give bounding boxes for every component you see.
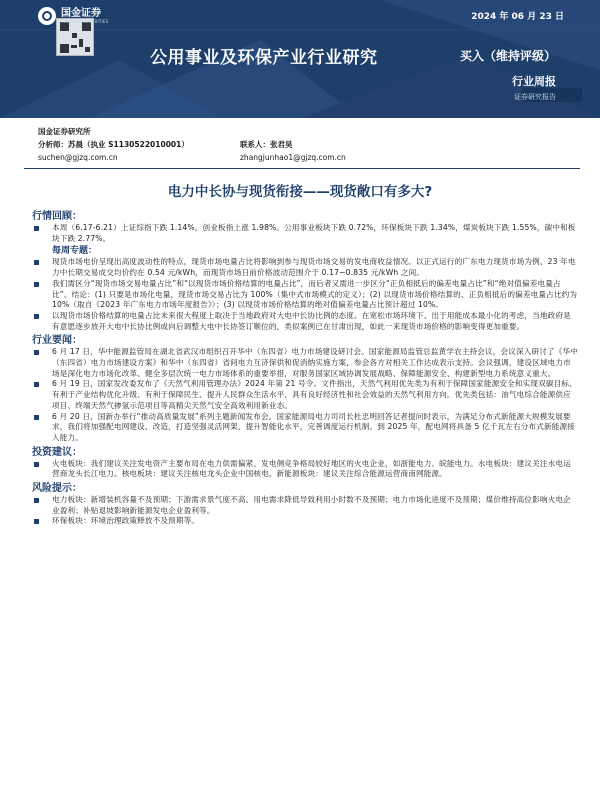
logo-english-name: SINOLINK SECURITIES (61, 19, 109, 24)
analyst-email[interactable]: suchen@gjzq.com.cn (38, 153, 118, 162)
analyst-label: 分析师： (38, 140, 68, 149)
section-heading-advice: 投资建议： (32, 446, 82, 458)
list-item: 现货市场电价呈现出高度波动性的特点，现货市场电量占比将影响到参与现货市场交易的发电商收益情况。以正式运行的广东电力现货市场为例，23 年电力中长期交易成交均价约在 0.54 元/kWh，而现货市场日前价格波动范围介于 0.17~0.835 元/kWh 之间。 (32, 257, 578, 278)
section-heading-news: 行业要闻： (32, 335, 82, 347)
bullet-icon (34, 498, 39, 503)
section-heading-risk: 风险提示： (32, 483, 82, 495)
list-item: 6 月 19 日，国家发改委发布了《天然气利用管理办法》2024 年第 21 号令。文件指出，天然气利用优先类为有利于保障国家能源安全和实现双碳目标、有利于产业结构优化升级、有利于保障民生、提升人民群众生活水平、具有良好经济性和社会效益的天然气利用方向。优先类包括：油气电综合能源供应项目、终端天然气掺氢示范项目等高精尖天然气安全高效利用新业态。 (32, 379, 578, 411)
bullet-icon (34, 314, 39, 319)
bullet-icon (34, 350, 39, 355)
contact-label: 联系人： (240, 140, 270, 149)
report-body (32, 208, 578, 527)
bullet-icon (34, 382, 39, 387)
bullet-icon (34, 519, 39, 524)
section-heading-review: 行情回顾： (32, 211, 82, 222)
bullet-icon (34, 415, 39, 420)
rating-badge: 买入（维持评级） (459, 49, 556, 63)
logo-icon (38, 7, 56, 25)
report-title: 电力中长协与现货衔接——现货敞口有多大? (167, 184, 433, 200)
bullet-icon (34, 226, 39, 231)
industry-title: 公用事业及环保产业行业研究 (150, 48, 378, 68)
list-item: 以现货市场价格结算的电量占比未来很大程度上取决于当地政府对大电中长协比例的态度。在宽松市场环境下、出于用能成本最小化的考虑，当地政府是有意愿逐步放开大电中长协比例或向后调整大电中长协签订顺位的，类似案例已在甘肃出现，如此一来现货市场价格的影响变得更加重要。 (32, 311, 578, 332)
list-item: 环保板块：环境治理政策释放不及预期等。 (32, 516, 578, 527)
header-banner (0, 0, 600, 118)
divider (24, 168, 580, 169)
company-logo (38, 7, 108, 25)
contact-email[interactable]: zhangjunhao1@gjzq.com.cn (240, 153, 346, 162)
report-date: 2024 年 06 月 23 日 (471, 12, 564, 22)
list-item: 6 月 17 日，华中能源监管局在湖北省武汉市组织召开华中（东四省）电力市场建设研讨会。国家能源局监管总监黄学农主持会议，会议深入研讨了《华中（东四省）电力市场建设方案》和华中（东四省）省间电力互济保供和促消纳实施方案，参会各方对相关工作达成表示支持。会议强调，建设区域电力市场是深化电力市场化改革、健全多层次统一电力市场体系的重要举措，对服务国家区域协调发展战略、保障能源安全、构建新型电力系统意义重大。 (32, 347, 578, 379)
contact-name: 张君昊 (270, 140, 293, 149)
logo-name: 国金证券 (61, 8, 101, 19)
bullet-icon (34, 462, 39, 467)
bullet-icon (34, 282, 39, 287)
list-item: 我们需区分“现货市场交易电量占比”和“以现货市场价格结算的电量占比”，而后者又需进一步区分“正负相抵后的偏差电量占比”和“绝对值偏差电量占比”。结论：(1) 只要是市场化电量，现货市场交易占比为 100%（集中式市场模式的定义）；(2) 以现货市场价格结算的、正负相抵后的偏差电量占比约为 10%（取自《2023 年广东电力市场年度报告》）；(3) 以现货市场价格结算的绝对值偏差电量占比预计超过 10%。 (32, 279, 578, 311)
list-item: 6 月 20 日，国新办举行“推动高质量发展”系列主题新闻发布会。国家能源局电力司司长杜忠明回答记者提问时表示，为满足分布式新能源大规模发展要求，我们将加强配电网建设、改造，打造坚强灵活网架，提升智能化水平，完善调度运行机制。到 2025 年，配电网将具备 5 亿千瓦左右分布式新能源接入能力。 (32, 412, 578, 444)
institute-name: 国金证券研究所 (38, 127, 91, 136)
list-item: 电力板块：新增装机容量不及预期；下游需求景气度不高、用电需求降低导致利用小时数不及预期；电力市场化进度不及预期；煤价维持高位影响火电企业盈利；补贴退坡影响新能源发电企业盈利等。 (32, 495, 578, 516)
bullet-icon (34, 260, 39, 265)
section-heading-weekly: 每周专题： (52, 246, 98, 257)
list-item: 本周（6.17-6.21）上证综指下跌 1.14%，创业板指上涨 1.98%。公用事业板块下跌 0.72%，环保板块下跌 1.34%，煤炭板块下跌 1.55%，碳中和板块下跌 2.77%。 (32, 223, 578, 244)
report-subtype: 证券研究报告 (514, 93, 556, 101)
list-item: 火电板块：我们建议关注发电资产主要布局在电力供需偏紧、发电侧竞争格局较好地区的火电企业，如浙能电力、皖能电力。水电板块：建议关注水电运营商龙头长江电力。核电板块：建议关注核电龙头企业中国核电。新能源板块：建议关注综合能源运营商南网能源。 (32, 459, 578, 480)
report-type: 行业周报 (512, 75, 556, 88)
analyst-name: 苏晨（执业 S1130522010001） (68, 140, 189, 149)
